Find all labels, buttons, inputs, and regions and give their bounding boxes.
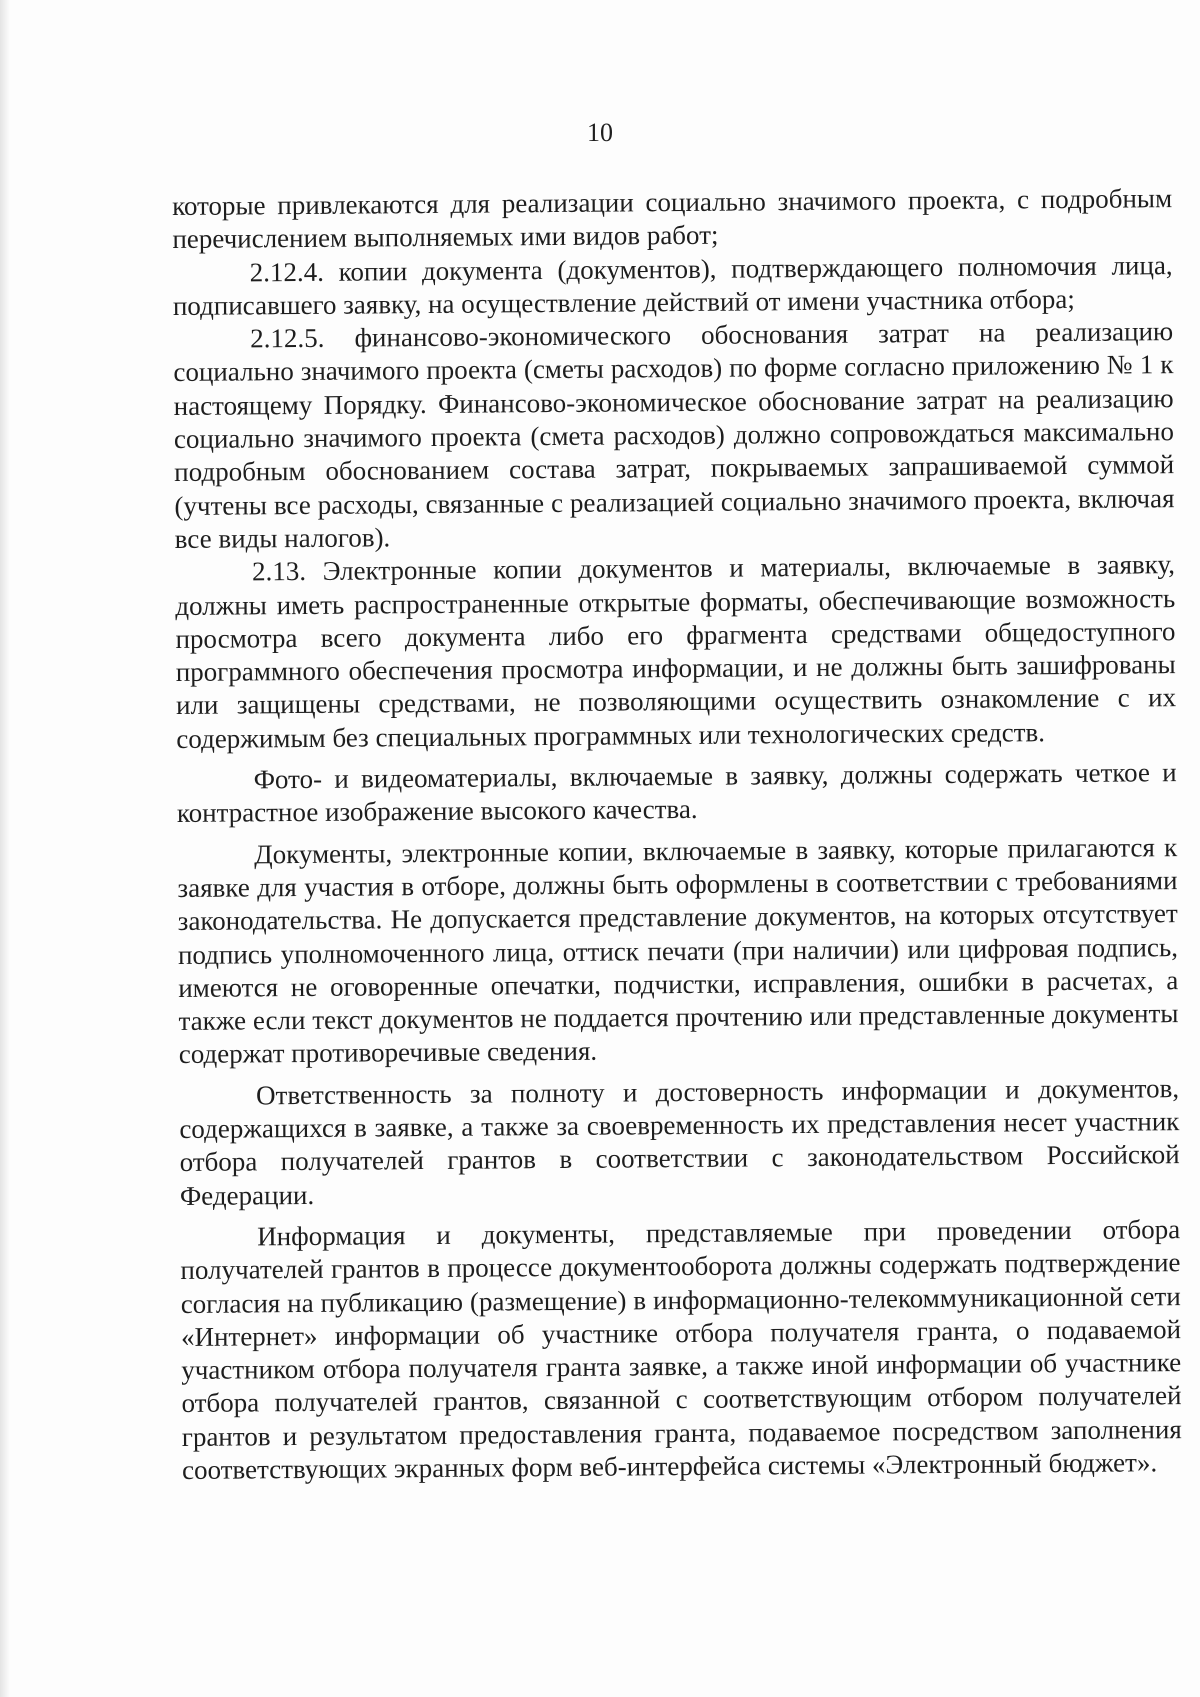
paragraph-responsibility: Ответственность за полноту и достоверность информации и документов, содержащихся в заявке, а также за своевременность их представления несет участник отбора получателей грантов в соответствии с законодательством Российской Федерации.	[179, 1072, 1180, 1211]
document-body	[172, 182, 1182, 1487]
paragraph-information: Информация и документы, представляемые при проведении отбора получателей грантов в процессе документооборота должны содержать подтверждение согласия на публикацию (размещение) в информационно-телекоммуникационной сети «Интернет» информации об участнике отбора получателя гранта, о подаваемой участником отбора получателя гранта заявке, а также иной информации об участнике отбора получателей грантов, связанной с соответствующим отбором получателей грантов и результатом предоставления гранта, подаваемое посредством заполнения соответствующих экранных форм веб-интерфейса системы «Электронный бюджет».	[180, 1214, 1182, 1485]
scan-edge	[0, 0, 10, 1697]
paragraph-documents: Документы, электронные копии, включаемые в заявку, которые прилагаются к заявке для участия в отборе, должны быть оформлены в соответствии с требованиями законодательства. Не допускается представление документов, на которых отсутствует подпись уполномоченного лица, оттиск печати (при наличии) или цифровая подпись, имеются не оговоренные опечатки, подчистки, исправления, ошибки в расчетах, а также если текст документов не поддается прочтению или представленные документы содержат противоречивые сведения.	[177, 831, 1179, 1070]
paragraph-2-12-5: 2.12.5. финансово-экономического обоснования затрат на реализацию социально значимого проекта (сметы расходов) по форме согласно приложению № 1 к настоящему Порядку. Финансово-экономическое обоснование затрат на реализацию социально значимого проекта (смета расходов) должно сопровождаться максимально подробным обоснованием состава затрат, покрываемых запрашиваемой суммой (учтены все расходы, связанные с реализацией социально значимого проекта, включая все виды налогов).	[173, 316, 1175, 554]
paragraph-2-12-4: 2.12.4. копии документа (документов), подтверждающего полномочия лица, подписавшего заявку, на осуществление действий от имени участника отбора;	[172, 249, 1173, 321]
paragraph-photo-video: Фото- и видеоматериалы, включаемые в заявку, должны содержать четкое и контрастное изображение высокого качества.	[176, 757, 1177, 829]
paragraph-2-13: 2.13. Электронные копии документов и материалы, включаемые в заявку, должны иметь распространенные открытые форматы, обеспечивающие возможность просмотра всего документа либо его фрагмента средствами общедоступного программного обеспечения просмотра информации, и не должны быть зашифрованы или защищены средствами, не позволяющими осуществить ознакомление с их содержимым без специальных программных или технологических средств.	[175, 549, 1177, 754]
paragraph-continuation: которые привлекаются для реализации социально значимого проекта, с подробным перечислением выполняемых ими видов работ;	[172, 183, 1173, 255]
page-number: 10	[587, 118, 613, 147]
